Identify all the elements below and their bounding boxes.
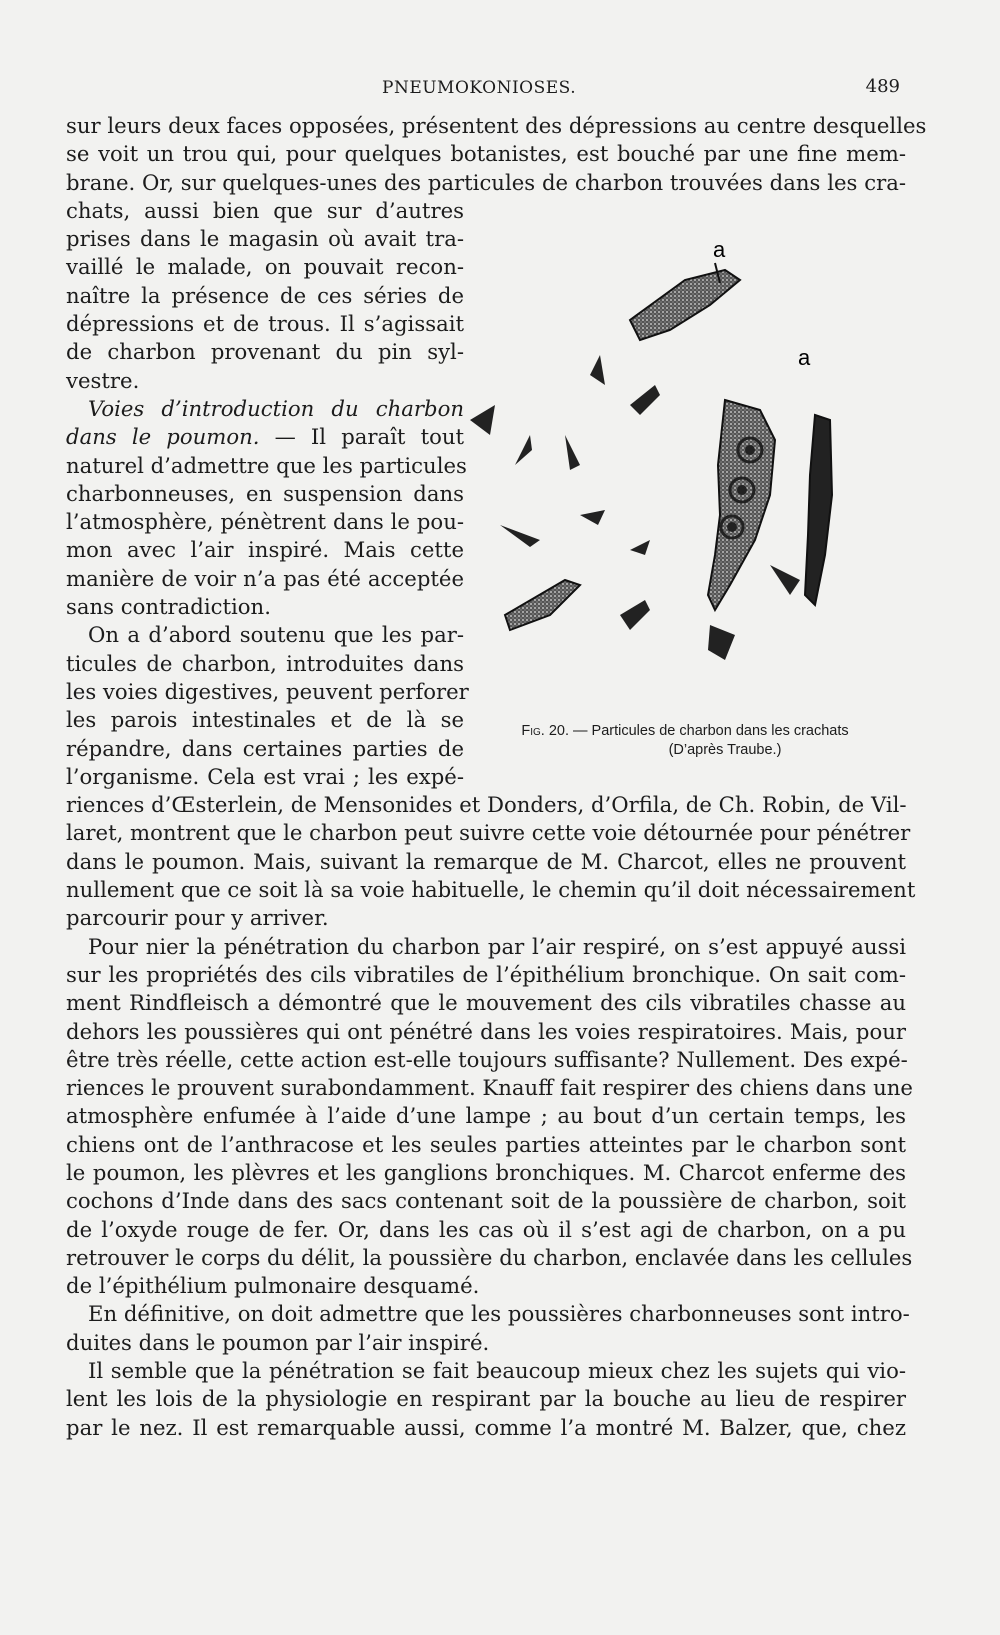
particle-small bbox=[515, 435, 532, 465]
particle-small bbox=[630, 540, 650, 555]
particle-main bbox=[708, 400, 775, 610]
text-line: lent les lois de la physiologie en respirant par la bouche au lieu de respirer bbox=[66, 1386, 906, 1412]
coal-particles-illustration bbox=[470, 235, 930, 705]
particle-lower-2 bbox=[620, 600, 650, 630]
particle-right bbox=[805, 415, 832, 605]
text-line: les parois intestinales et de là se bbox=[66, 707, 464, 733]
figure-credit: (D’après Traube.) bbox=[668, 742, 782, 758]
figure-coal-particles bbox=[470, 235, 930, 705]
text-line: riences le prouvent surabondamment. Knauff fait respirer des chiens dans une bbox=[66, 1075, 913, 1101]
text-line: le poumon, les plèvres et les ganglions bronchiques. M. Charcot enferme des bbox=[66, 1159, 906, 1185]
text-line: duites dans le poumon par l’air inspiré. bbox=[66, 1329, 490, 1355]
particle-small bbox=[470, 405, 495, 435]
text-line: riences d’Œsterlein, de Mensonides et Donders, d’Orfila, de Ch. Robin, de Vil- bbox=[66, 792, 907, 818]
text-line: naturel d’admettre que les particules bbox=[66, 452, 467, 478]
text-line: laret, montrent que le charbon peut suivre cette voie détournée pour pénétrer bbox=[66, 820, 911, 846]
text-line: retrouver le corps du délit, la poussière du charbon, enclavée dans les cellules bbox=[66, 1244, 913, 1270]
text-line: dehors les poussières qui ont pénétré dans les voies respiratoires. Mais, pour bbox=[66, 1018, 906, 1044]
text-line: atmosphère enfumée à l’aide d’une lampe ; au bout d’un certain temps, les bbox=[66, 1103, 906, 1129]
particle-small bbox=[565, 435, 580, 470]
label-a-right: a bbox=[798, 345, 811, 370]
figure-caption bbox=[460, 722, 910, 760]
text-line: nullement que ce soit là sa voie habituelle, le chemin qu’il doit nécessairement bbox=[66, 877, 916, 903]
text-line: prises dans le magasin où avait tra- bbox=[66, 226, 464, 252]
text-line: cochons d’Inde dans des sacs contenant soit de la poussière de charbon, soit bbox=[66, 1188, 906, 1214]
particle-small bbox=[770, 565, 800, 595]
text-line: En définitive, on doit admettre que les poussières charbonneuses sont intro- bbox=[88, 1301, 910, 1327]
text-line: les voies digestives, peuvent perforer bbox=[66, 678, 469, 704]
paragraph-4 bbox=[66, 933, 913, 1301]
text-line: répandre, dans certaines parties de bbox=[66, 735, 464, 761]
figure-label: Fig. 20. bbox=[521, 723, 569, 739]
text-line: de l’épithélium pulmonaire desquamé. bbox=[66, 1273, 480, 1299]
text-line: de charbon provenant du pin syl- bbox=[66, 339, 464, 365]
paragraph-5 bbox=[66, 1300, 910, 1357]
label-a-top: a bbox=[713, 237, 726, 262]
running-title: PNEUMOKONIOSES. bbox=[382, 78, 577, 98]
particle-a bbox=[630, 270, 740, 340]
text-line: parcourir pour y arriver. bbox=[66, 905, 329, 931]
text-line: sur les propriétés des cils vibratiles de l’épithélium bronchique. On sait com- bbox=[66, 961, 906, 987]
text-line: charbonneuses, en suspension dans bbox=[66, 480, 464, 506]
particle-small bbox=[630, 385, 660, 415]
text-line: dans le poumon. — Il paraît tout bbox=[66, 424, 464, 450]
pit-center bbox=[727, 522, 737, 532]
text-line: par le nez. Il est remarquable aussi, comme l’a montré M. Balzer, que, chez bbox=[66, 1414, 906, 1440]
particle-small bbox=[590, 355, 605, 385]
particle-bottom bbox=[708, 625, 735, 660]
text-line: sur leurs deux faces opposées, présentent des dépressions au centre desquelles bbox=[66, 113, 927, 138]
text-line: On a d’abord soutenu que les par- bbox=[88, 622, 464, 648]
text-line: être très réelle, cette action est-elle toujours suffisante? Nullement. Des expé- bbox=[66, 1046, 908, 1072]
text-line: dans le poumon. Mais, suivant la remarque de M. Charcot, elles ne prouvent bbox=[66, 848, 906, 874]
text-line: ment Rindfleisch a démontré que le mouvement des cils vibratiles chasse au bbox=[66, 990, 906, 1016]
particle-small bbox=[500, 525, 540, 547]
paragraph-6 bbox=[66, 1357, 906, 1442]
pit-center bbox=[745, 445, 755, 455]
text-line: Il semble que la pénétration se fait beaucoup mieux chez les sujets qui vio- bbox=[88, 1358, 906, 1384]
particle-lower bbox=[505, 580, 580, 630]
pit-center bbox=[737, 485, 747, 495]
text-line: sans contradiction. bbox=[66, 594, 271, 620]
text-line: chats, aussi bien que sur d’autres bbox=[66, 197, 464, 223]
text-line: l’atmosphère, pénètrent dans le pou- bbox=[66, 509, 464, 535]
text-line: de l’oxyde rouge de fer. Or, dans les cas où il s’est agi de charbon, on a pu bbox=[66, 1216, 906, 1242]
text-line: l’organisme. Cela est vrai ; les expé- bbox=[66, 763, 464, 789]
text-line: dépressions et de trous. Il s’agissait bbox=[66, 311, 464, 337]
text-line: mon avec l’air inspiré. Mais cette bbox=[66, 537, 464, 563]
text-line: se voit un trou qui, pour quelques botanistes, est bouché par une fine mem- bbox=[66, 141, 906, 167]
text-line: vaillé le malade, on pouvait recon- bbox=[66, 254, 464, 280]
text-line: vestre. bbox=[66, 367, 140, 393]
text-line: brane. Or, sur quelques-unes des particules de charbon trouvées dans les cra- bbox=[66, 169, 906, 195]
text-line: manière de voir n’a pas été acceptée bbox=[66, 565, 464, 591]
text-line: Pour nier la pénétration du charbon par l’air respiré, on s’est appuyé aussi bbox=[88, 933, 906, 959]
section-heading-cont: dans le poumon. bbox=[66, 424, 260, 450]
particle-small bbox=[580, 510, 605, 525]
text-line: chiens ont de l’anthracose et les seules parties atteintes par le charbon sont bbox=[66, 1131, 906, 1157]
page-number: 489 bbox=[865, 76, 900, 97]
text-line: ticules de charbon, introduites dans bbox=[66, 650, 464, 676]
page-header bbox=[62, 78, 900, 106]
section-heading: Voies d’introduction du charbon bbox=[88, 395, 464, 421]
text-line: naître la présence de ces séries de bbox=[66, 282, 464, 308]
section-heading-line bbox=[66, 395, 464, 423]
figure-caption-text: — Particules de charbon dans les crachats bbox=[568, 723, 849, 739]
